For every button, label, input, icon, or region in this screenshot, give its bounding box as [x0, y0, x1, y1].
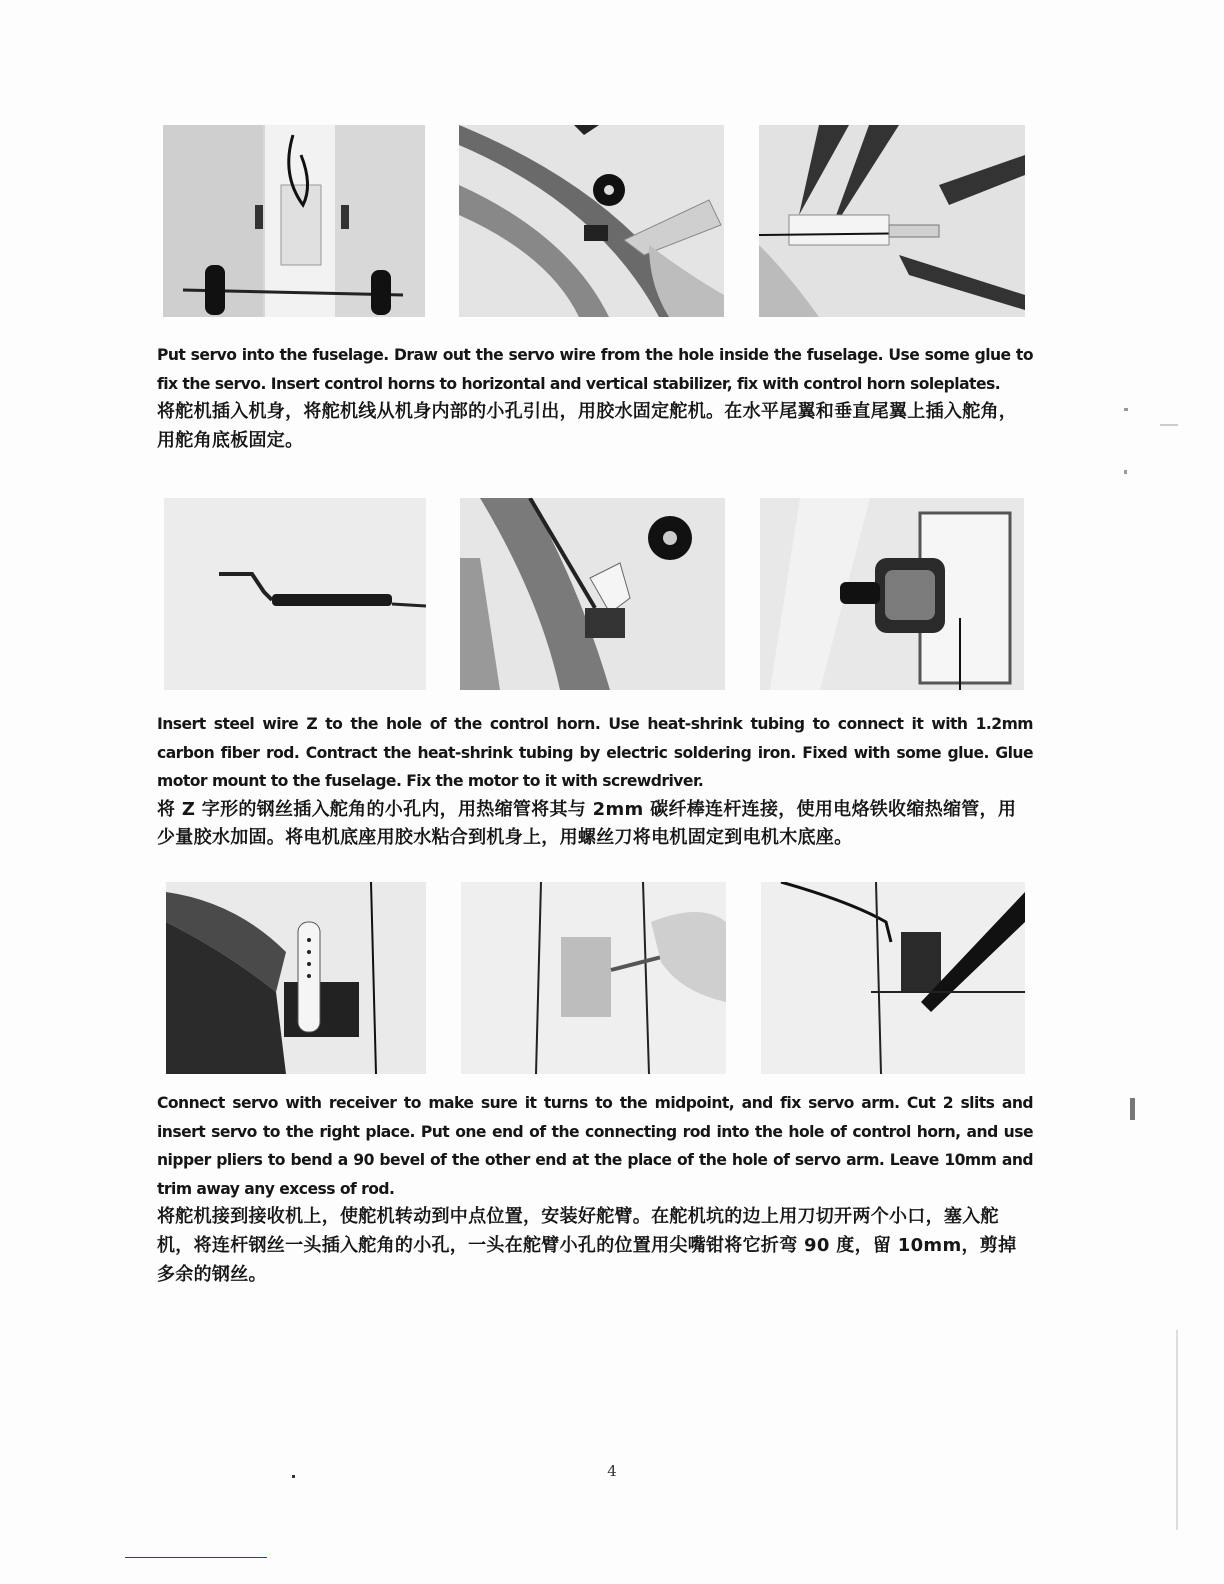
scan-underline: [125, 1557, 267, 1558]
cut-slits-photo: [461, 882, 726, 1074]
instruction-block-2: [157, 710, 1033, 853]
scan-edge: [1176, 1330, 1178, 1530]
scan-speck: [1130, 1098, 1135, 1120]
instruction-block-3: [157, 1089, 1033, 1289]
servo-arm-photo: [166, 882, 426, 1074]
steel-wire-z-photo: [164, 498, 426, 690]
nipper-pliers-photo: [761, 882, 1025, 1074]
scan-speck: [1160, 424, 1178, 426]
instruction-text-zh: 将 Z 字形的钢丝插入舵角的小孔内，用热缩管将其与 2mm 碳纤棒连杆连接，使用电烙铁收缩热缩管，用少量胶水加固。将电机底座用胶水粘合到机身上，用螺丝刀将电机固定到电机木底座。: [157, 798, 1017, 849]
scan-speck: [1124, 408, 1128, 411]
motor-mount-photo: [760, 498, 1024, 690]
instruction-text-en: Insert steel wire Z to the hole of the control horn. Use heat-shrink tubing to connect it with 1.2mm carbon fiber rod. Contract the heat-shrink tubing by electric soldering iron. Fixed with some glue. Glue motor mount to the fuselage. Fix the motor to it with screwdriver.: [157, 715, 1033, 791]
landing-gear-photo: [163, 125, 425, 317]
page-number: 4: [607, 1462, 617, 1480]
scan-speck: [1124, 470, 1127, 474]
instruction-text-en: Put servo into the fuselage. Draw out the servo wire from the hole inside the fuselage. Use some glue to fix the servo. Insert control horns to horizontal and vertical stabilizer, fix with control horn soleplates.: [157, 346, 1033, 393]
instruction-text-en: Connect servo with receiver to make sure it turns to the midpoint, and fix servo arm. Cut 2 slits and insert servo to the right place. Put one end of the connecting rod into the hole of control horn, and use nipper pliers to bend a 90 bevel of the other end at the place of the hole of servo arm. Leave 10mm and trim away any excess of rod.: [157, 1094, 1033, 1198]
servo-glue-photo: [459, 125, 724, 317]
photo-row-3: [0, 882, 1224, 1074]
tail-control-horn-photo: [759, 125, 1025, 317]
scan-speck: [292, 1475, 295, 1478]
photo-row-1: [0, 125, 1224, 317]
instruction-text-zh: 将舵机接到接收机上，使舵机转动到中点位置，安装好舵臂。在舵机坑的边上用刀切开两个小口，塞入舵机，将连杆钢丝一头插入舵角的小孔，一头在舵臂小孔的位置用尖嘴钳将它折弯 90 度，留 10mm，剪掉多余的钢丝。: [157, 1206, 1017, 1285]
instruction-text-zh: 将舵机插入机身，将舵机线从机身内部的小孔引出，用胶水固定舵机。在水平尾翼和垂直尾翼上插入舵角，用舵角底板固定。: [157, 401, 1018, 451]
instruction-block-1: [157, 341, 1033, 455]
photo-row-2: [0, 498, 1224, 690]
control-horn-rod-photo: [460, 498, 725, 690]
